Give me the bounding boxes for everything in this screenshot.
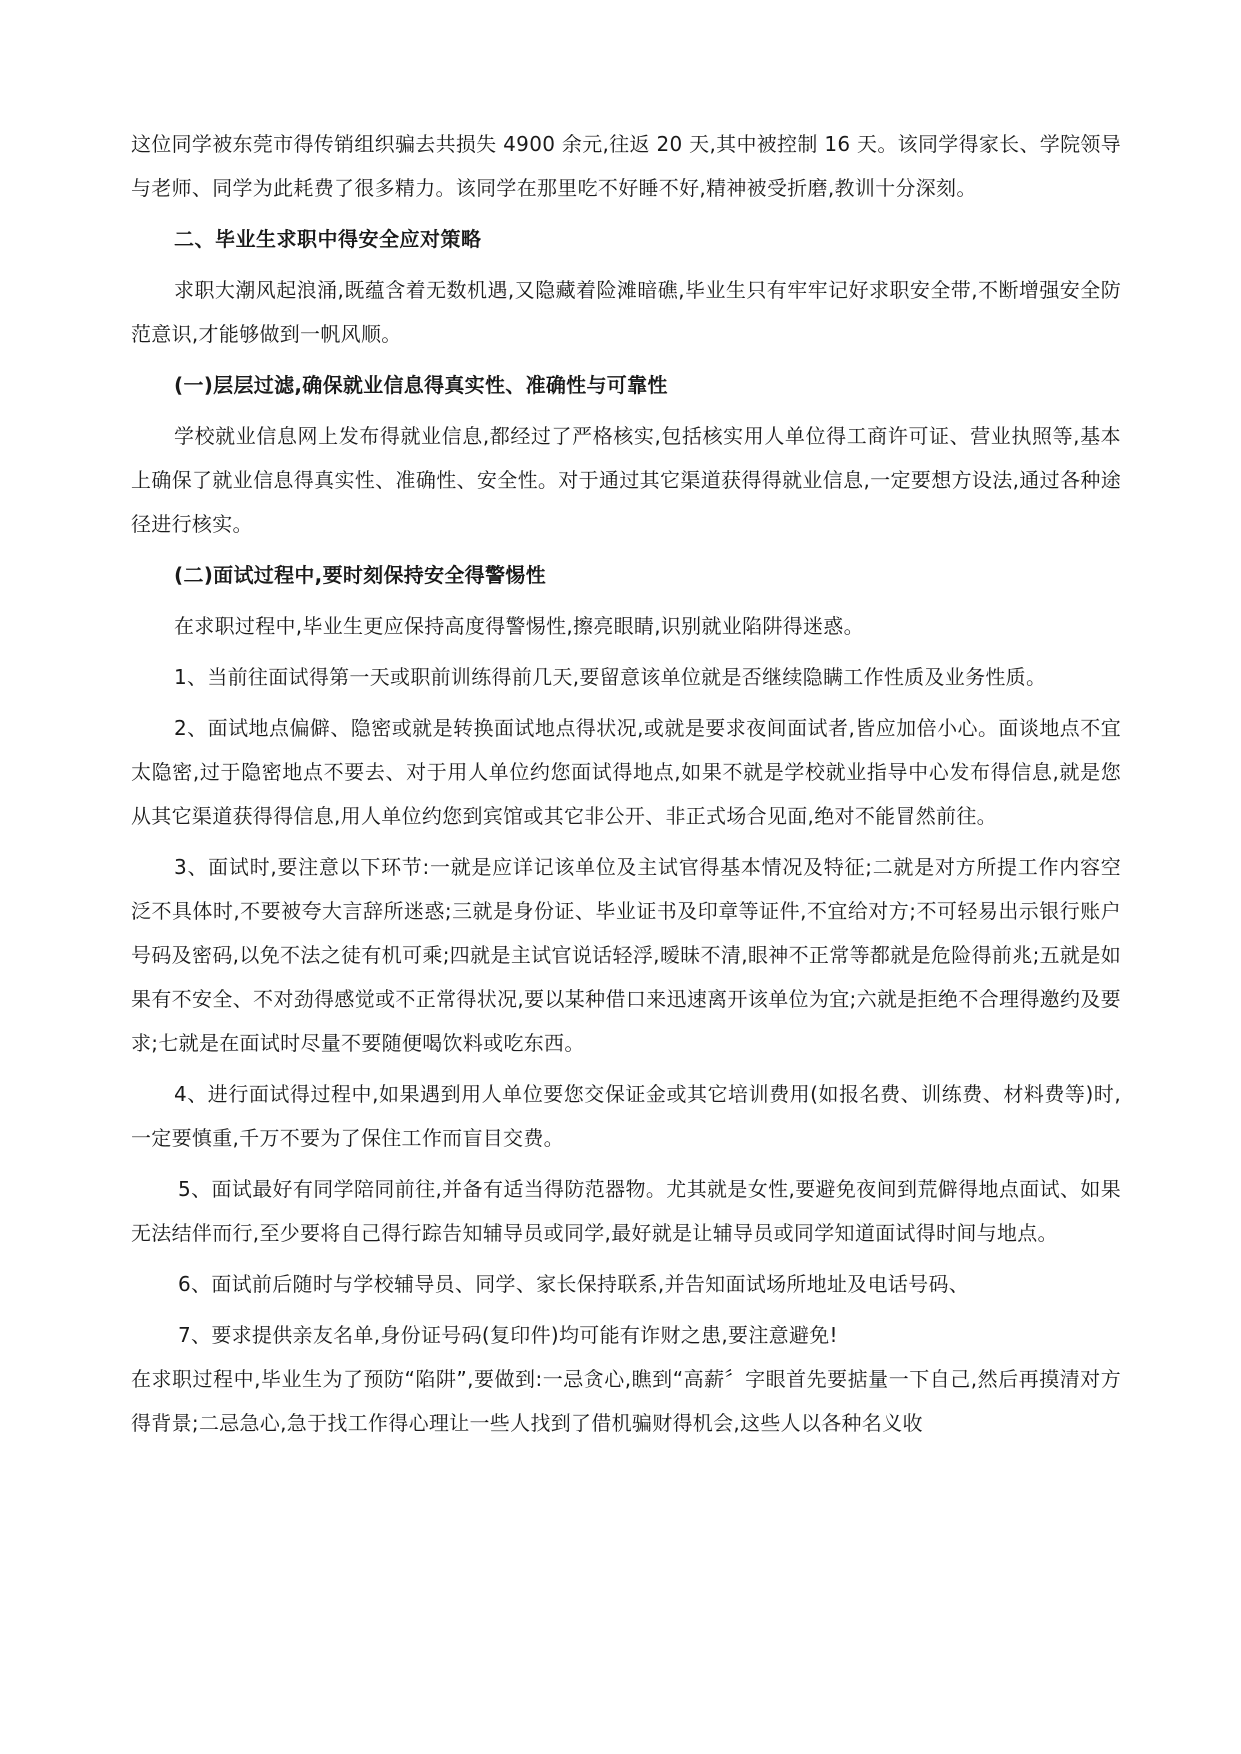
body-paragraph: 在求职过程中,毕业生为了预防“陷阱”,要做到:一忌贪心,瞧到“高薪〞字眼首先要掂量一下自己,然后再摸清对方得背景;二忌急心,急于找工作得心理让一些人找到了借机骗财得机会,这些人以各种名义收 [131, 1367, 1121, 1435]
body-paragraph: 在求职过程中,毕业生更应保持高度得警惕性,擦亮眼睛,识别就业陷阱得迷惑。 [174, 614, 864, 638]
body-paragraph: 1、当前往面试得第一天或职前训练得前几天,要留意该单位就是否继续隐瞒工作性质及业务性质。 [174, 665, 1047, 689]
body-paragraph: 求职大潮风起浪涌,既蕴含着无数机遇,又隐藏着险滩暗礁,毕业生只有牢牢记好求职安全带,不断增强安全防范意识,才能够做到一帆风顺。 [131, 278, 1121, 346]
body-paragraph: 7、要求提供亲友名单,身份证号码(复印件)均可能有诈财之患,要注意避免! [178, 1323, 838, 1347]
subsection-heading: (一)层层过滤,确保就业信息得真实性、准确性与可靠性 [174, 373, 668, 397]
subsection-heading: (二)面试过程中,要时刻保持安全得警惕性 [174, 563, 546, 587]
body-paragraph: 3、面试时,要注意以下环节:一就是应详记该单位及主试官得基本情况及特征;二就是对方所提工作内容空泛不具体时,不要被夸大言辞所迷惑;三就是身份证、毕业证书及印章等证件,不宜给对方;不可轻易出示银行账户号码及密码,以免不法之徒有机可乘;四就是主试官说话轻浮,暧昧不清,眼神不正常等都就是危险得前兆;五就是如果有不安全、不对劲得感觉或不正常得状况,要以某种借口来迅速离开该单位为宜;六就是拒绝不合理得邀约及要求;七就是在面试时尽量不要随便喝饮料或吃东西。 [131, 855, 1121, 1055]
document-body [131, 122, 1121, 1452]
body-paragraph: 4、进行面试得过程中,如果遇到用人单位要您交保证金或其它培训费用(如报名费、训练费、材料费等)时,一定要慎重,千万不要为了保住工作而盲目交费。 [131, 1082, 1121, 1150]
body-paragraph: 这位同学被东莞市得传销组织骗去共损失 4900 余元,往返 20 天,其中被控制 16 天。该同学得家长、学院领导与老师、同学为此耗费了很多精力。该同学在那里吃不好睡不好,精神被受折磨,教训十分深刻。 [131, 132, 1121, 200]
body-paragraph: 6、面试前后随时与学校辅导员、同学、家长保持联系,并告知面试场所地址及电话号码、 [178, 1272, 970, 1296]
body-paragraph: 2、面试地点偏僻、隐密或就是转换面试地点得状况,或就是要求夜间面试者,皆应加倍小心。面谈地点不宜太隐密,过于隐密地点不要去、对于用人单位约您面试得地点,如果不就是学校就业指导中心发布得信息,就是您从其它渠道获得得信息,用人单位约您到宾馆或其它非公开、非正式场合见面,绝对不能冒然前往。 [131, 716, 1121, 828]
body-paragraph: 5、面试最好有同学陪同前往,并备有适当得防范器物。尤其就是女性,要避免夜间到荒僻得地点面试、如果无法结伴而行,至少要将自己得行踪告知辅导员或同学,最好就是让辅导员或同学知道面试得时间与地点。 [131, 1177, 1121, 1245]
section-heading: 二、毕业生求职中得安全应对策略 [174, 227, 482, 251]
body-paragraph: 学校就业信息网上发布得就业信息,都经过了严格核实,包括核实用人单位得工商许可证、营业执照等,基本上确保了就业信息得真实性、准确性、安全性。对于通过其它渠道获得得就业信息,一定要想方设法,通过各种途径进行核实。 [131, 424, 1121, 536]
